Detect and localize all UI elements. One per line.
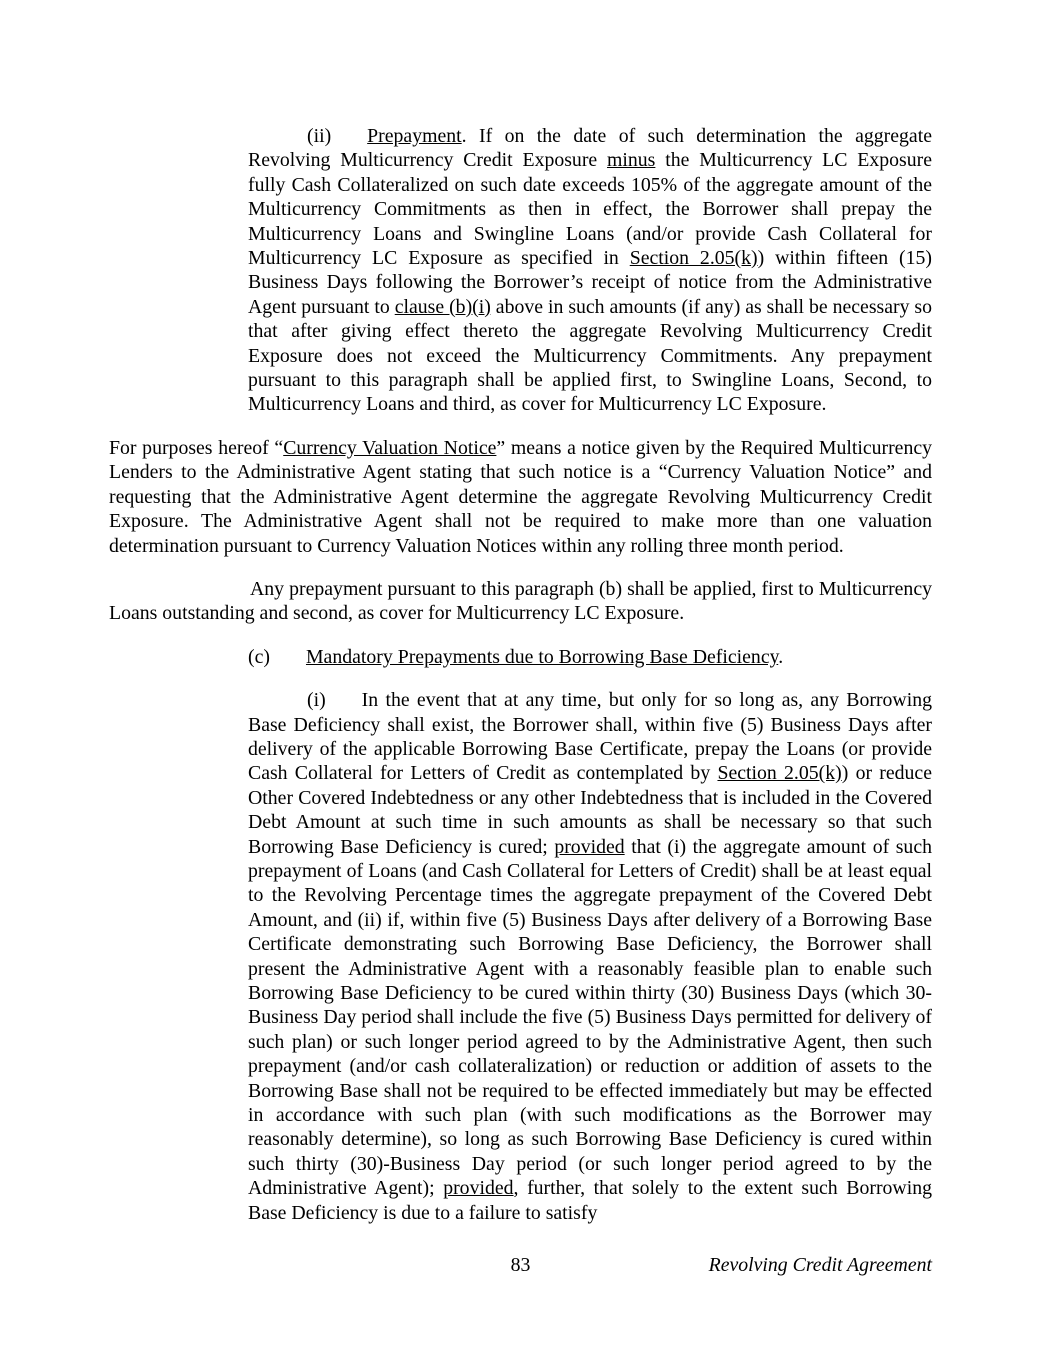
text-run: the Multicurrency LC Exposure fully Cash Collateralized on such date exceeds 105% of the aggregate amount of the Multicurrency Commitments as then in effect, the Borrower shall prepay the Multicurrency Loans and Swingline Loans (and/or provide Cash Collateral for Multicurrency LC Exposure as specified in [248, 149, 932, 270]
text-run: . If on the date of such determination the aggregate Revolving Multicurrency Credit Exposure [248, 125, 932, 172]
paragraph-currency-valuation-notice [109, 436, 932, 558]
text-run: In the event that at any time, but only for so long as, any Borrowing Base Deficiency shall exist, the Borrower shall, within five (5) Business Days after delivery of the applicable Borrowing Base Certificate, prepay the Loans (or provide Cash Collateral for Letters of Credit as contemplated by [248, 689, 932, 785]
text-run: (ii) [307, 125, 332, 147]
text-run: , further, that solely to the extent such Borrowing Base Deficiency is due to a failure to satisfy [248, 1177, 932, 1224]
heading-c-mandatory-prepayments [248, 645, 932, 669]
text-run: Prepayment [367, 125, 462, 147]
page-number: 83 [510, 1254, 531, 1276]
document-body [109, 124, 932, 1244]
paragraph-any-prepayment [109, 577, 932, 626]
footer-document-title: Revolving Credit Agreement [708, 1254, 932, 1276]
text-run: (i) [307, 689, 326, 712]
text-run: Any prepayment pursuant to this paragraph (b) shall be applied, first to Multicurrency Loans outstanding and second, as cover for Multicurrency LC Exposure. [109, 577, 932, 625]
text-run: provided [554, 835, 625, 858]
text-run: above in such amounts (if any) as shall be necessary so that after giving effect thereto the aggregate Revolving Multicurrency Credit Exposure does not exceed the Multicurrency Commitments. Any prepayment pursuant to this paragraph shall be applied first, to Swingline Loans, Second, to Multicurrency Loans and third, as cover for Multicurrency LC Exposure. [248, 295, 933, 416]
page-footer [109, 1253, 932, 1279]
text-run: Section 2.05(k) [717, 762, 842, 785]
text-run: Mandatory Prepayments due to Borrowing Base Deficiency [305, 645, 779, 668]
paragraph-i-borrowing-base-deficiency [248, 688, 932, 1225]
text-run: Section 2.05(k) [629, 247, 758, 270]
text-run: Currency Valuation Notice [283, 436, 497, 459]
text-run: For purposes hereof “ [109, 436, 284, 459]
text-run: ” means a notice given by the Required Multicurrency Lenders to the Administrative Agent stating that such notice is a “Currency Valuation Notice” and requesting that the Administrative Agent determine the aggregate Revolving Multicurrency Credit Exposure. The Administrative Agent shall not be required to make more than one valuation determination pursuant to Currency Valuation Notices within any rolling three month period. [109, 436, 933, 557]
text-run: . [778, 645, 784, 668]
text-run: minus [607, 149, 656, 172]
paragraph-ii-prepayment [248, 124, 932, 417]
text-run: ) or reduce Other Covered Indebtedness or any other Indebtedness that is included in the Covered Debt Amount at such time in such amounts as shall be necessary so that such Borrowing Base Deficiency is cured; [248, 762, 932, 858]
text-run: clause (b)(i) [394, 295, 491, 318]
text-run: ) within fifteen (15) Business Days following the Borrower’s receipt of notice from the Administrative Agent pursuant to [248, 247, 932, 318]
text-run: provided [443, 1177, 514, 1200]
text-run: (c) [248, 645, 270, 668]
text-run: that (i) the aggregate amount of such prepayment of Loans (and Cash Collateral for Letters of Credit) shall be at least equal to the Revolving Percentage times the aggregate prepayment of the Covered Debt Amount, and (ii) if, within five (5) Business Days after delivery of a Borrowing Base Certificate demonstrating such Borrowing Base Deficiency, the Borrower shall present the Administrative Agent with a reasonably feasible plan to enable such Borrowing Base Deficiency to be cured within thirty (30) Business Days (which 30-Business Day period shall include the five (5) Business Days permitted for delivery of such plan) or such longer period agreed to by the Administrative Agent, then such prepayment (and/or cash collateralization) or reduction or addition of assets to the Borrowing Base shall not be required to be effected immediately but may be effected in accordance with such plan (with such modifications as the Borrower may reasonably determine), so long as such Borrowing Base Deficiency is cured within such thirty (30)-Business Day period (or such longer period agreed to by the Administrative Agent); [248, 835, 932, 1200]
